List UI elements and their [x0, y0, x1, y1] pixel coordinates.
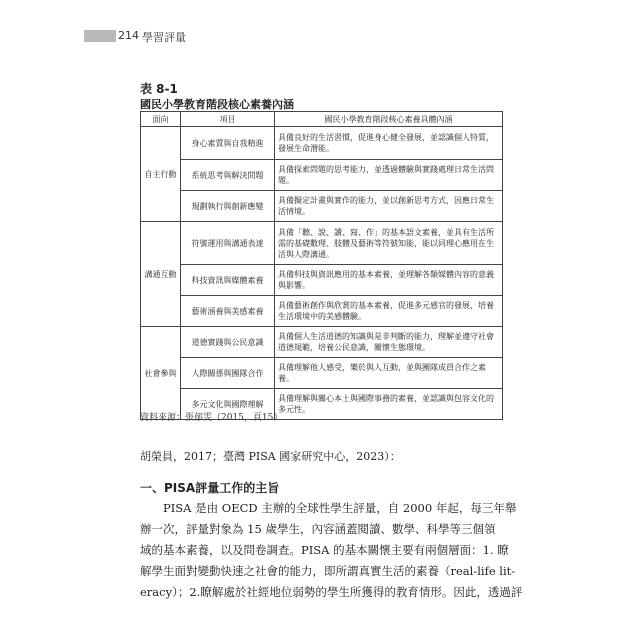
description-cell: 具備理解他人感受，樂於與人互動，並與團隊成員合作之素養。: [275, 358, 503, 389]
section-heading: 一、PISA評量工作的主旨: [140, 481, 280, 495]
description-cell: 具備藝術創作與欣賞的基本素養，促進多元感官的發展，培養生活環境中的美感體驗。: [275, 296, 503, 327]
description-cell: 具備「聽、說、讀、寫、作」的基本語文素養，並具有生活所需的基礎數理、肢體及藝術等符號知能，能以同理心應用在生活與人際溝通。: [275, 222, 503, 265]
paragraph-line: 解學生面對變動快速之社會的能力，即所謂真實生活的素養（real-life lit-: [140, 564, 516, 578]
description-cell: 具備探索問題的思考能力，並透過體驗與實踐處理日常生活問題。: [275, 160, 503, 191]
header-bar: [84, 30, 116, 42]
paragraph-line: 辦一次，評量對象為 15 歲學生，內容涵蓋閱讀、數學、科學等三個領: [140, 522, 496, 536]
dimension-cell: 自主行動: [141, 127, 181, 222]
book-title: 學習評量: [142, 31, 186, 44]
body-paragraph: [140, 498, 523, 603]
dimension-cell: 溝通互動: [141, 222, 181, 327]
table-row: [141, 327, 503, 358]
item-cell: 系統思考與解決問題: [181, 160, 275, 191]
item-cell: 規劃執行與創新應變: [181, 191, 275, 222]
core-competency-table: [140, 111, 503, 420]
paragraph-line: eracy）；2.瞭解處於社經地位弱勢的學生所獲得的教育情形。因此，透過評: [140, 585, 523, 599]
column-header: 面向: [141, 112, 181, 127]
page-number: 214: [118, 29, 139, 42]
item-cell: 科技資訊與媒體素養: [181, 265, 275, 296]
dimension-cell: 社會參與: [141, 327, 181, 420]
column-header: 國民小學教育階段核心素養具體內涵: [275, 112, 503, 127]
table-row: [141, 265, 503, 296]
paragraph-line: PISA 是由 OECD 主辦的全球性學生評量，自 2000 年起，每三年舉: [163, 501, 517, 515]
item-cell: 藝術涵養與美感素養: [181, 296, 275, 327]
description-cell: 具備擬定計畫與實作的能力，並以創新思考方式，因應日常生活情境。: [275, 191, 503, 222]
description-cell: 具備良好的生活習慣，促進身心健全發展，並認識個人特質，發展生命潛能。: [275, 127, 503, 160]
item-cell: 多元文化與國際理解: [181, 389, 275, 420]
column-header: 項目: [181, 112, 275, 127]
table-row: [141, 127, 503, 160]
table-row: [141, 296, 503, 327]
item-cell: 符號運用與溝通表達: [181, 222, 275, 265]
table-header-row: [141, 112, 503, 127]
table-row: [141, 191, 503, 222]
table-row: [141, 222, 503, 265]
citation-line: 胡榮員，2017；臺灣 PISA 國家研究中心，2023）：: [140, 450, 401, 463]
table-source: 資料來源：張郁雯（2015，頁15）: [140, 413, 283, 423]
table-label: 表 8-1: [140, 82, 178, 96]
paragraph-line: 域的基本素養，以及問卷調查。PISA 的基本關懷主要有兩個層面：1. 瞭: [140, 543, 509, 557]
description-cell: 具備科技與資訊應用的基本素養，並理解各類媒體內容的意義與影響。: [275, 265, 503, 296]
description-cell: 具備個人生活道德的知識與是非判斷的能力，理解並遵守社會道德規範，培養公民意識，關懷生態環境。: [275, 327, 503, 358]
item-cell: 身心素質與自我精進: [181, 127, 275, 160]
table-row: [141, 358, 503, 389]
item-cell: 人際關係與團隊合作: [181, 358, 275, 389]
table-row: [141, 160, 503, 191]
description-cell: 具備理解與關心本土與國際事務的素養，並認識與包容文化的多元性。: [275, 389, 503, 420]
table-caption: 國民小學教育階段核心素養內涵: [140, 98, 294, 111]
item-cell: 道德實踐與公民意識: [181, 327, 275, 358]
